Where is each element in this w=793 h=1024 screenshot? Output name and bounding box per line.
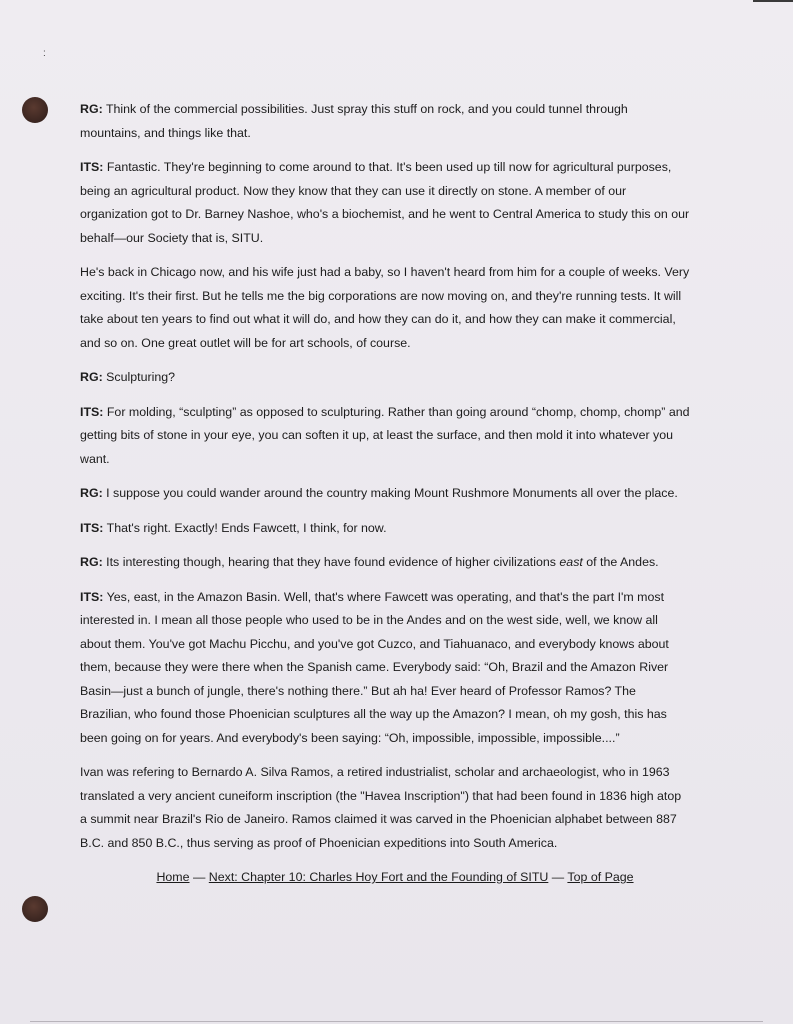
speaker-label: ITS: xyxy=(80,160,104,174)
speaker-label: RG: xyxy=(80,555,103,569)
paragraph-text: Its interesting though, hearing that they have found evidence of higher civilizations xyxy=(106,555,560,569)
paragraph-text: Think of the commercial possibilities. Just spray this stuff on rock, and you could tunnel through mountains, and things like that. xyxy=(80,102,628,140)
paragraph xyxy=(80,551,690,575)
nav-separator: — xyxy=(189,870,209,884)
next-chapter-link[interactable]: Next: Chapter 10: Charles Hoy Fort and the Founding of SITU xyxy=(208,870,549,884)
top-of-page-link[interactable]: Top of Page xyxy=(567,870,634,884)
paragraph xyxy=(80,586,690,751)
paragraph xyxy=(80,98,690,145)
punch-hole-bottom xyxy=(22,896,48,922)
margin-mark: : xyxy=(43,48,46,59)
paragraph xyxy=(80,156,690,250)
paragraph-text: That's right. Exactly! Ends Fawcett, I think, for now. xyxy=(106,520,387,535)
home-link[interactable]: Home xyxy=(156,870,190,884)
paragraph-text: of the Andes. xyxy=(582,555,659,569)
speaker-label: ITS: xyxy=(80,589,104,604)
paragraph-text: I suppose you could wander around the country making Mount Rushmore Monuments all over the place. xyxy=(106,486,678,500)
page-navigation xyxy=(80,866,690,890)
speaker-label: ITS: xyxy=(80,520,104,535)
speaker-label: ITS: xyxy=(80,404,104,419)
paragraph xyxy=(80,261,690,355)
corner-mark xyxy=(753,0,793,2)
paragraph-text: Sculpturing? xyxy=(106,370,176,384)
paragraph xyxy=(80,401,690,472)
paragraph-text: Ivan was refering to Bernardo A. Silva Ramos, a retired industrialist, scholar and archaeologist, who in 1963 translated a very ancient cuneiform inscription (the "Havea Inscription") that had been found in 1836 high atop a summit near Brazil's Rio de Janeiro. Ramos claimed it was carved in the Phoenician alphabet between 887 B.C. and 850 B.C., thus serving as proof of Phoenician expeditions into South America. xyxy=(80,765,682,850)
paragraph-text: Fantastic. They're beginning to come around to that. It's been used up till now for agricultural purposes, being an agricultural product. Now they know that they can use it directly on stone. A member of our organization got to Dr. Barney Nashoe, who's a biochemist, and he went to Central America to study this on our behalf—our Society that is, SITU. xyxy=(80,160,690,245)
speaker-label: RG: xyxy=(80,486,103,500)
paragraph xyxy=(80,761,690,855)
paragraph xyxy=(80,366,690,390)
paragraph-text: For molding, “sculpting” as opposed to sculpturing. Rather than going around “chomp, chomp, chomp” and getting bits of stone in your eye, you can soften it up, at least the surface, and then mold it into whatever you want. xyxy=(80,404,690,466)
paragraph-text: He's back in Chicago now, and his wife just had a baby, so I haven't heard from him for a couple of weeks. Very exciting. It's their first. But he tells me the big corporations are now moving on, and they're running tests. It will take about ten years to find out what it will do, and how they can do it, and how they can make it commercial, and so on. One great outlet will be for art schools, of course. xyxy=(80,265,690,350)
paragraph xyxy=(80,482,690,506)
paragraph xyxy=(80,517,690,541)
punch-hole-top xyxy=(22,97,48,123)
transcript-body xyxy=(80,98,690,890)
emphasis-text: east xyxy=(559,555,583,569)
page-edge xyxy=(30,1021,763,1022)
paragraph-text: Yes, east, in the Amazon Basin. Well, that's where Fawcett was operating, and that's the part I'm most interested in. I mean all those people who used to be in the Andes and on the west side, well, we know all about them. You've got Machu Picchu, and you've got Cuzco, and Tiahuanaco, and everybody knows about them, because they were there when the Spanish came. Everybody said: “Oh, Brazil and the Amazon River Basin—just a bunch of jungle, there's nothing there.” But ah ha! Ever heard of Professor Ramos? The Brazilian, who found those Phoenician sculptures all the way up the Amazon? I mean, oh my gosh, this has been going on for years. And everybody's been saying: “Oh, impossible, impossible, impossible....” xyxy=(80,589,669,745)
speaker-label: RG: xyxy=(80,370,103,384)
nav-separator: — xyxy=(548,870,568,884)
speaker-label: RG: xyxy=(80,102,103,116)
